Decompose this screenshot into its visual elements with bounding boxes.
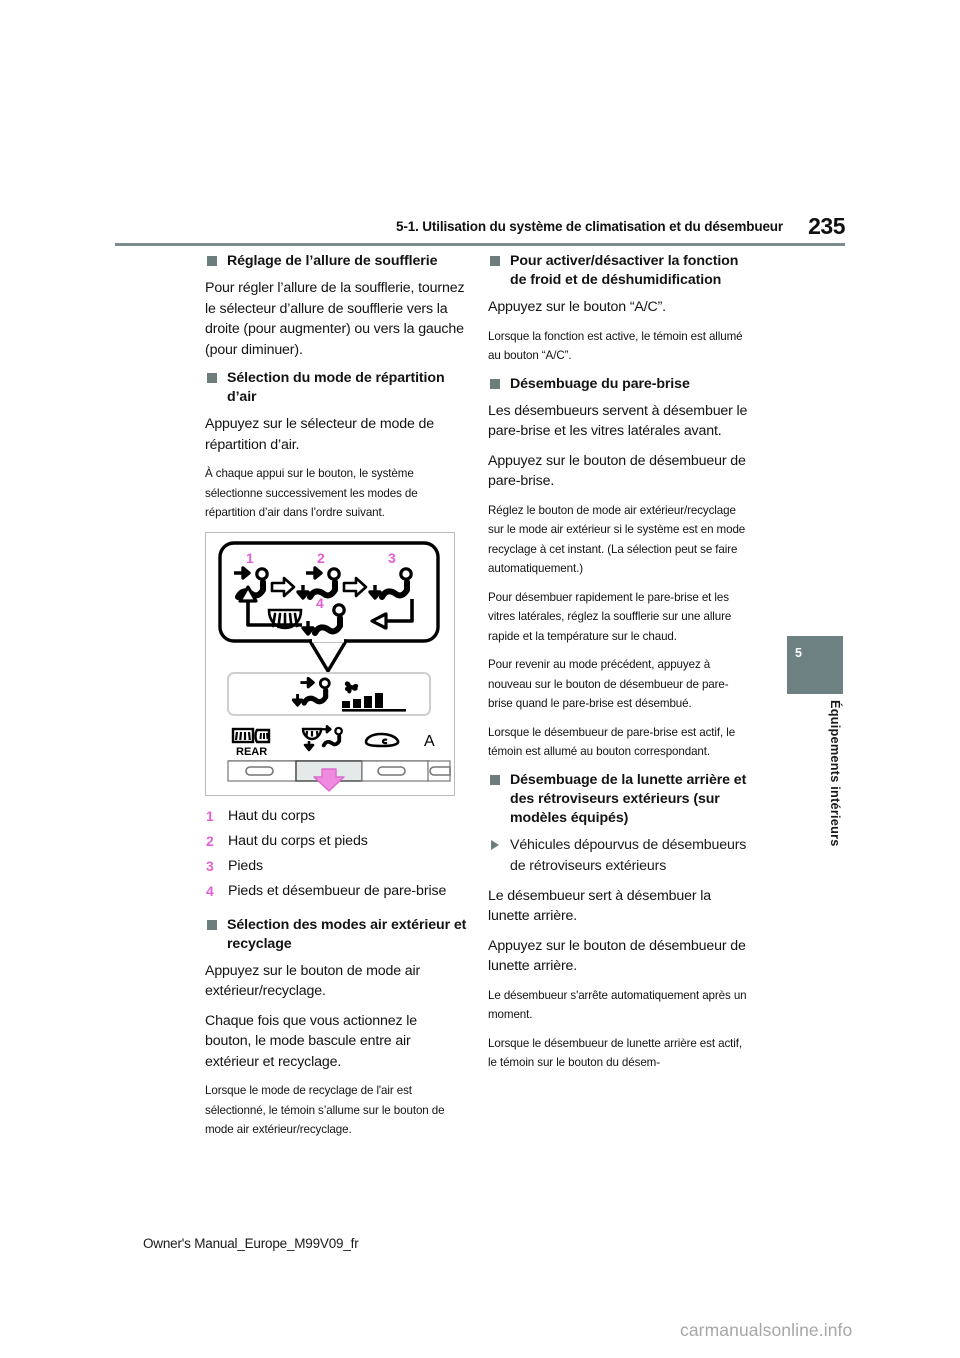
paragraph-windshield-5: Pour revenir au mode précédent, appuyez à nouveau sur le bouton de désembueur de pare-brise quand le pare-brise est désembué. (488, 658, 729, 710)
heading-text: Réglage de l’allure de soufflerie (227, 253, 438, 269)
list-number: 3 (206, 857, 214, 874)
heading-text: Sélection des modes air extérieur et recyclage (227, 916, 467, 952)
heading-windshield-defogging (488, 375, 750, 394)
paragraph-windshield-1: Les désembueurs servent à désembuer le pare-brise et les vitres latérales avant. (488, 402, 748, 439)
paragraph-rear-4: Lorsque le désembueur de lunette arrière est actif, le témoin sur le bouton du désem- (488, 1036, 742, 1069)
heading-blower-speed (205, 252, 467, 271)
list-item (205, 829, 467, 854)
subheading-text: Véhicules dépourvus de désembueurs de rétroviseurs extérieurs (510, 836, 747, 874)
page-number: 235 (808, 213, 845, 239)
list-number: 1 (206, 807, 214, 824)
callout-number-4: 4 (316, 594, 324, 611)
heading-fresh-recirculated-air (205, 916, 467, 954)
heading-text: Désembuage du pare-brise (510, 375, 690, 392)
heading-text: Pour activer/désactiver la fonction de froid et de déshumidification (510, 253, 739, 288)
square-bullet-icon (490, 379, 500, 389)
chapter-title: Équipements intérieurs (828, 700, 843, 847)
paragraph-rear-1: Le désembueur sert à désembuer la lunette arrière. (488, 887, 711, 924)
square-bullet-icon (490, 775, 500, 785)
square-bullet-icon (207, 256, 217, 266)
chapter-tab (787, 636, 843, 694)
left-column (205, 252, 467, 1149)
square-bullet-icon (207, 373, 217, 383)
paragraph-fresh-air-3: Lorsque le mode de recyclage de l'air est sélectionné, le témoin s’allume sur le bouton de mode air extérieur/recyclage. (205, 1084, 445, 1136)
chapter-number: 5 (795, 646, 802, 660)
paragraph-windshield-6: Lorsque le désembueur de pare-brise est actif, le témoin est allumé au bouton correspondant. (488, 725, 736, 758)
header-divider (115, 243, 845, 246)
header-section-title: 5-1. Utilisation du système de climatisation et du désembueur (396, 219, 783, 234)
auto-button-label: A (424, 732, 435, 750)
paragraph-ac-1: Appuyez sur le bouton “A/C”. (488, 299, 666, 315)
heading-text: Sélection du mode de répartition d’air (227, 370, 445, 405)
list-item (205, 854, 467, 879)
paragraph-windshield-3: Réglez le bouton de mode air extérieur/recyclage sur le mode air extérieur si le système est en mode recyclage à cet instant. (La sélection peut se faire automatiquement.) (488, 503, 746, 575)
page-header (115, 200, 845, 246)
paragraph-fresh-air-2: Chaque fois que vous actionnez le bouton, le mode bascule entre air extérieur et recyclage. (205, 1012, 417, 1070)
paragraph-ac-2: Lorsque la fonction est active, le témoin est allumé au bouton “A/C”. (488, 329, 743, 362)
paragraph-windshield-2: Appuyez sur le bouton de désembueur de pare-brise. (488, 452, 746, 489)
air-distribution-button-icon (303, 726, 342, 750)
manual-code: Owner's Manual_Europe_M99V09_fr (143, 1236, 359, 1251)
list-item (205, 804, 467, 829)
paragraph-windshield-4: Pour désembuer rapidement le pare-brise et les vitres latérales, réglez la soufflerie sur une allure rapide et la température sur le chaud. (488, 590, 732, 643)
paragraph-rear-2: Appuyez sur le bouton de désembueur de lunette arrière. (488, 937, 746, 974)
list-label: Pieds (228, 857, 263, 874)
air-distribution-mode-diagram (205, 532, 455, 796)
right-column (488, 252, 750, 1082)
list-number: 2 (206, 832, 214, 849)
callout-number-2: 2 (317, 549, 325, 566)
watermark: carmanualsonline.info (680, 1320, 853, 1340)
square-bullet-icon (490, 256, 500, 266)
paragraph-air-distribution-1: Appuyez sur le sélecteur de mode de répartition d’air. (205, 416, 434, 453)
windshield-defogger-button-icon (366, 734, 398, 746)
list-number: 4 (206, 882, 214, 899)
air-distribution-mode-list (205, 804, 467, 904)
square-bullet-icon (207, 920, 217, 930)
rear-defogger-label: REAR (236, 745, 268, 758)
triangle-bullet-icon (491, 840, 499, 850)
list-label: Haut du corps (228, 807, 316, 824)
heading-rear-window-defogging (488, 771, 750, 828)
paragraph-fresh-air-1: Appuyez sur le bouton de mode air extérieur/recyclage. (205, 962, 421, 999)
paragraph-rear-3: Le désembueur s'arrête automatiquement après un moment. (488, 988, 747, 1021)
heading-air-distribution (205, 369, 467, 407)
callout-number-1: 1 (246, 549, 254, 566)
list-label: Haut du corps et pieds (228, 832, 368, 849)
paragraph-air-distribution-2: À chaque appui sur le bouton, le système sélectionne successivement les modes de répartition d’air dans l’ordre suivant. (205, 467, 418, 519)
list-item (205, 879, 467, 904)
list-label: Pieds et désembueur de pare-brise (228, 882, 447, 899)
callout-number-3: 3 (388, 549, 396, 566)
rear-defogger-icon (233, 729, 269, 742)
paragraph-blower-speed: Pour régler l’allure de la soufflerie, tournez le sélecteur d’allure de soufflerie vers la droite (pour augmenter) ou vers la gauche (pour diminuer). (205, 280, 465, 358)
heading-ac-function (488, 252, 750, 290)
subheading-vehicles-without-mirror-defoggers (488, 835, 750, 877)
heading-text: Désembuage de la lunette arrière et des rétroviseurs extérieurs (sur modèles équipés) (510, 771, 747, 826)
